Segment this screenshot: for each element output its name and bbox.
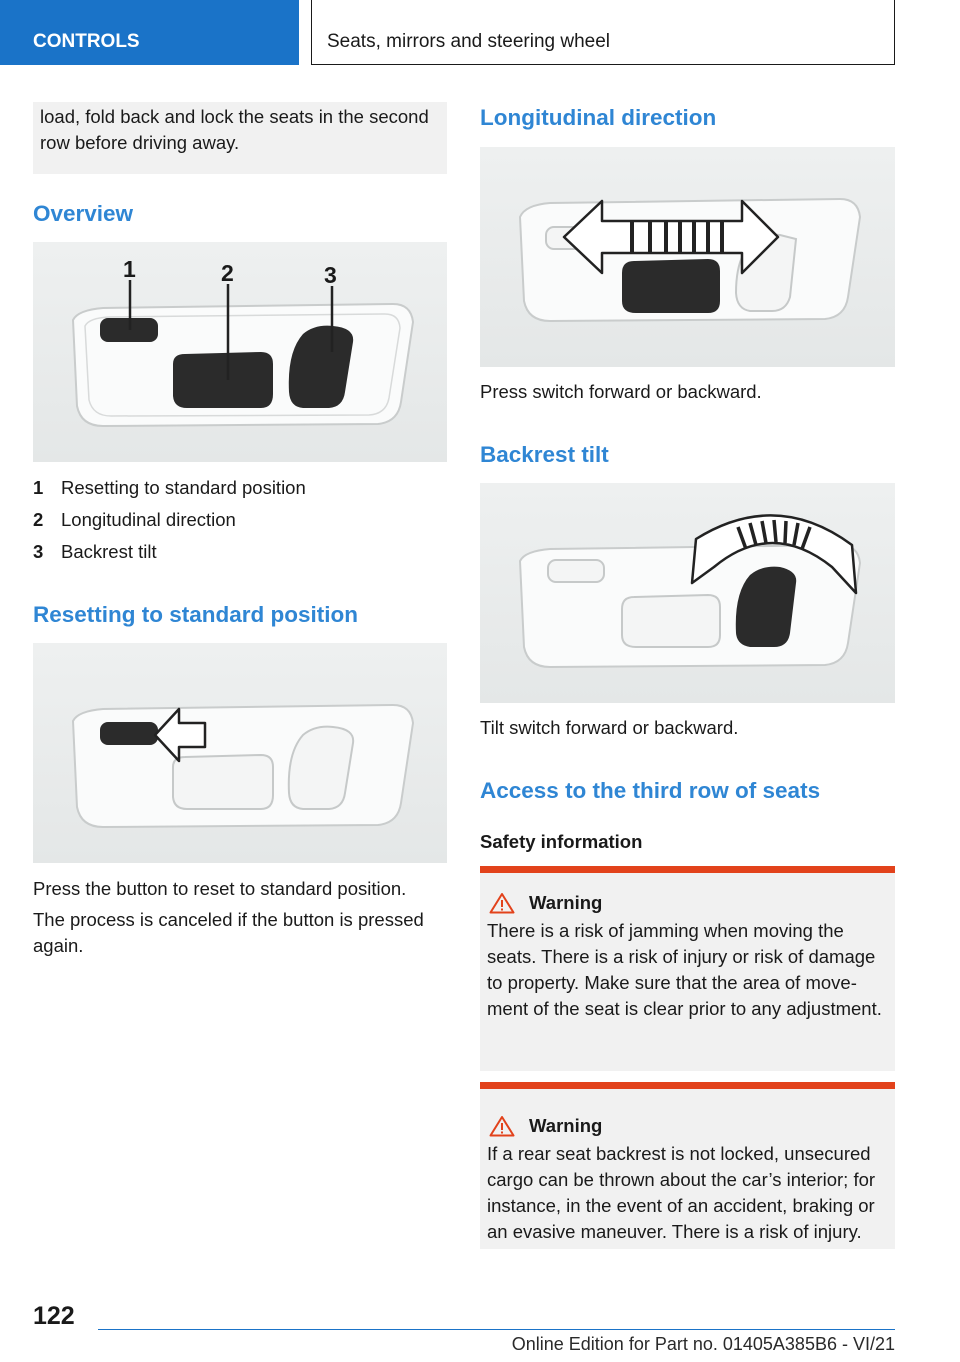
backrest-text: Tilt switch forward or backward. xyxy=(480,717,739,738)
longitudinal-heading: Longitudinal direction xyxy=(480,105,717,130)
warning-text: If a rear seat backrest is not locked, unsecured cargo can be thrown about the car’s interior; for instance, in the event of an accident, braking or an evasive maneuver. There is a risk of injury. xyxy=(487,1143,876,1242)
list-item: 3 Backrest tilt xyxy=(33,541,157,562)
warning-box-1 xyxy=(480,866,895,1071)
backrest-heading: Backrest tilt xyxy=(480,442,609,467)
intro-text: load, fold back and lock the seats in the second row before driving away. xyxy=(40,106,429,153)
overview-figure xyxy=(33,242,447,462)
warning-triangle-icon xyxy=(489,1115,515,1137)
overview-list xyxy=(33,472,447,568)
backrest-switch-illustration xyxy=(480,483,895,703)
callout-1: 1 xyxy=(123,256,136,282)
edition-note: Online Edition for Part no. 01405A385B6 - VI/21 xyxy=(511,1334,895,1354)
warning-text: There is a risk of jamming when moving the seats. There is a risk of injury or risk of damage to property. Make sure that the area of movement of the seat is clear prior to any adjustment. xyxy=(487,920,882,1019)
resetting-text-2: The process is canceled if the button is pressed again. xyxy=(33,909,424,956)
safety-subheading: Safety information xyxy=(480,831,643,852)
longitudinal-figure xyxy=(480,147,895,367)
section-tab: CONTROLS xyxy=(0,0,299,65)
warning-bar xyxy=(480,1082,895,1089)
callout-3: 3 xyxy=(324,262,337,288)
longitudinal-text: Press switch forward or backward. xyxy=(480,381,762,402)
footer-divider xyxy=(98,1329,895,1330)
warning-triangle-icon xyxy=(489,892,515,914)
warning-box-2 xyxy=(480,1082,895,1249)
warning-title: Warning xyxy=(529,1115,603,1136)
resetting-figure xyxy=(33,643,447,863)
chapter-title: Seats, mirrors and steering wheel xyxy=(311,0,895,65)
warning-title: Warning xyxy=(529,892,603,913)
list-item: 2 Longitudinal direction xyxy=(33,509,236,530)
reset-button-illustration xyxy=(33,643,447,863)
intro-note xyxy=(33,102,447,174)
backrest-figure xyxy=(480,483,895,703)
seat-switch-illustration xyxy=(33,242,447,462)
resetting-text-1: Press the button to reset to standard position. xyxy=(33,878,407,899)
page-number: 122 xyxy=(33,1302,75,1330)
callout-2: 2 xyxy=(221,260,234,286)
warning-bar xyxy=(480,866,895,873)
third-row-heading: Access to the third row of seats xyxy=(480,778,821,803)
longitudinal-switch-illustration xyxy=(480,147,895,367)
overview-heading: Overview xyxy=(33,201,134,226)
warning-content xyxy=(480,1089,895,1249)
list-item: 1 Resetting to standard position xyxy=(33,477,306,498)
resetting-heading: Resetting to standard position xyxy=(33,602,359,627)
warning-header xyxy=(487,1111,888,1141)
warning-content xyxy=(480,873,895,1071)
warning-header xyxy=(487,888,888,918)
